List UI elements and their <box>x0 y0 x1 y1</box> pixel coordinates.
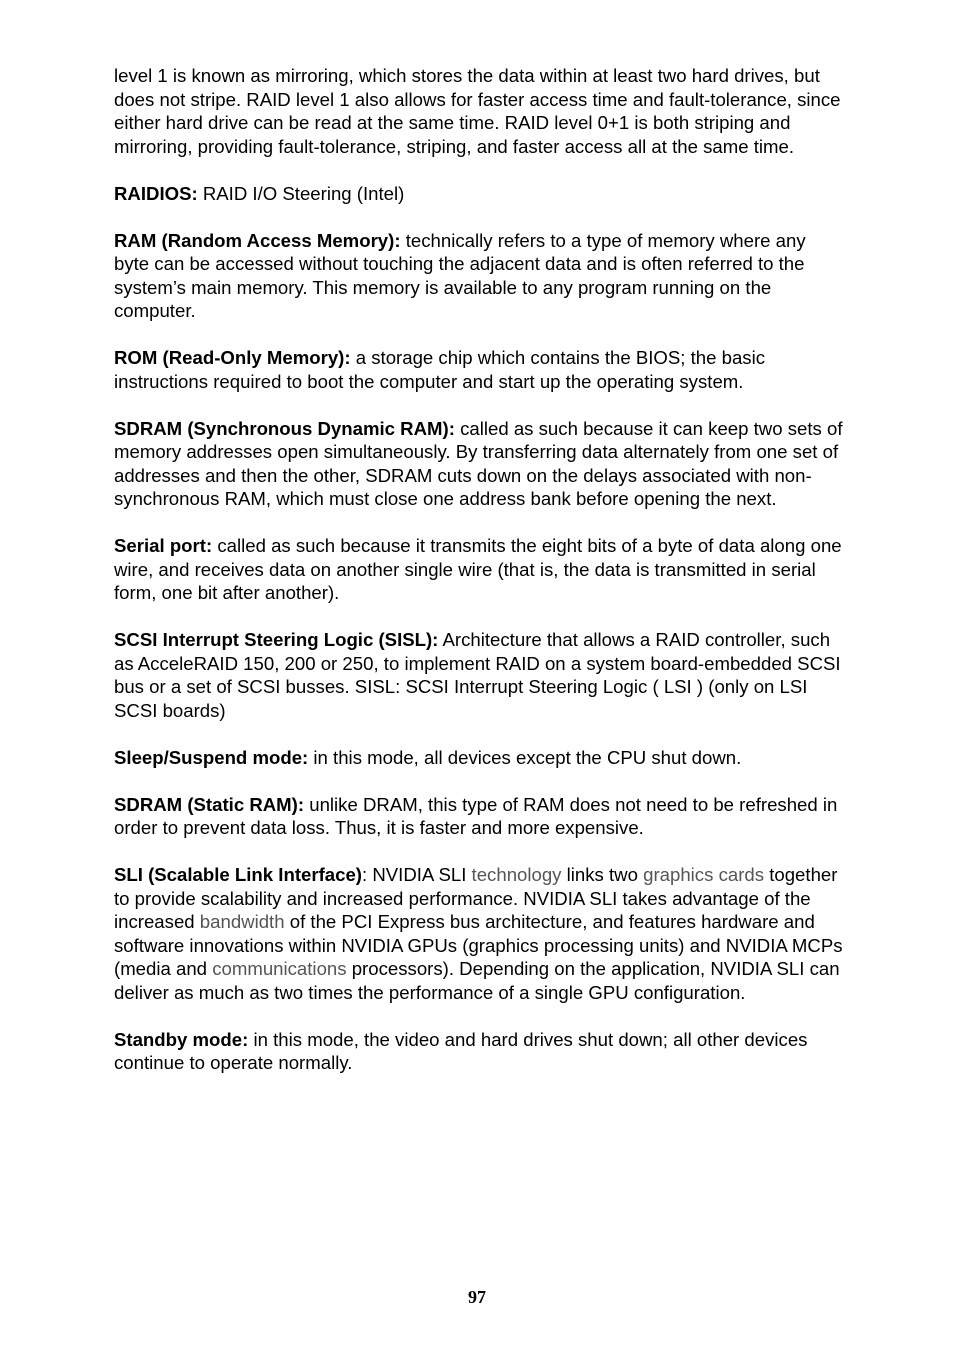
entry-sdram-synchronous <box>114 417 844 511</box>
entry-term: SDRAM (Synchronous Dynamic RAM): <box>114 417 455 439</box>
entry-term: Sleep/Suspend mode: <box>114 746 309 768</box>
entry-term: Standby mode: <box>114 1028 249 1050</box>
entry-text: level 1 is known as mirroring, which stores the data within at least two hard drives, but does not stripe. RAID level 1 also allows for faster access time and fault-tolerance, since either hard drive can be read at the same time. RAID level 0+1 is both striping and mirroring, providing fault-tolerance, striping, and faster access all at the same time. <box>114 65 841 157</box>
entry-raid-continued <box>114 64 844 158</box>
glossary-content <box>114 64 844 1098</box>
entry-text: RAID I/O Steering (Intel) <box>197 182 405 204</box>
entry-text: together to provide scalability and increased performance. NVIDIA SLI takes advantage of the increased <box>114 864 838 932</box>
entry-text: links two <box>561 864 644 885</box>
entry-sdram-static <box>114 793 844 840</box>
entry-text: technically refers to a type of memory where any byte can be accessed without touching the adjacent data and is often referred to the system’s main memory. This memory is available to any program running on the computer. <box>114 229 806 321</box>
entry-text: processors). Depending on the application, NVIDIA SLI can deliver as much as two times the performance of a single GPU configuration. <box>114 958 840 1003</box>
entry-text: called as such because it can keep two sets of memory addresses open simultaneously. By transferring data alternately from one set of addresses and then the other, SDRAM cuts down on the delays associated with non-synchronous RAM, which must close one address bank before opening the next. <box>114 417 843 509</box>
entry-text: : NVIDIA SLI <box>362 864 472 885</box>
entry-term: SLI (Scalable Link Interface) <box>114 864 362 885</box>
entry-term: ROM (Read-Only Memory): <box>114 347 351 368</box>
entry-term: RAIDIOS: <box>114 182 198 204</box>
entry-text: of the PCI Express bus architecture, and features hardware and software innovations within NVIDIA GPUs (graphics processing units) and NVIDIA MCPs (media and <box>114 911 843 979</box>
entry-sisl <box>114 628 844 722</box>
entry-standby-mode <box>114 1028 844 1075</box>
entry-text: a storage chip which contains the BIOS; the basic instructions required to boot the computer and start up the operating system. <box>114 347 766 392</box>
entry-sleep-suspend <box>114 746 844 770</box>
entry-rom <box>114 346 844 393</box>
entry-term: SCSI Interrupt Steering Logic (SISL): <box>114 629 439 650</box>
entry-text: in this mode, the video and hard drives shut down; all other devices continue to operate normally. <box>114 1028 808 1073</box>
page-number: 97 <box>468 1287 486 1307</box>
link-bandwidth[interactable]: bandwidth <box>199 911 285 932</box>
link-graphics-cards[interactable]: graphics cards <box>643 864 765 885</box>
entry-sli <box>114 863 844 1004</box>
link-technology[interactable]: technology <box>471 864 562 885</box>
entry-text: in this mode, all devices except the CPU shut down. <box>308 746 742 768</box>
entry-serial-port <box>114 534 844 605</box>
entry-term: SDRAM (Static RAM): <box>114 793 305 815</box>
entry-raidios <box>114 182 844 206</box>
entry-ram <box>114 229 844 323</box>
entry-term: Serial port: <box>114 535 213 556</box>
entry-term: RAM (Random Access Memory): <box>114 229 401 251</box>
link-communications[interactable]: communications <box>212 958 347 979</box>
entry-text: unlike DRAM, this type of RAM does not need to be refreshed in order to prevent data loss. Thus, it is faster and more expensive. <box>114 793 838 838</box>
entry-text: called as such because it transmits the eight bits of a byte of data along one wire, and receives data on another single wire (that is, the data is transmitted in serial form, one bit after another). <box>114 535 842 603</box>
entry-text: Architecture that allows a RAID controller, such as AcceleRAID 150, 200 or 250, to implement RAID on a system board-embedded SCSI bus or a set of SCSI busses. SISL: SCSI Interrupt Steering Logic ( LSI ) (only on LSI SCSI boards) <box>114 629 841 721</box>
